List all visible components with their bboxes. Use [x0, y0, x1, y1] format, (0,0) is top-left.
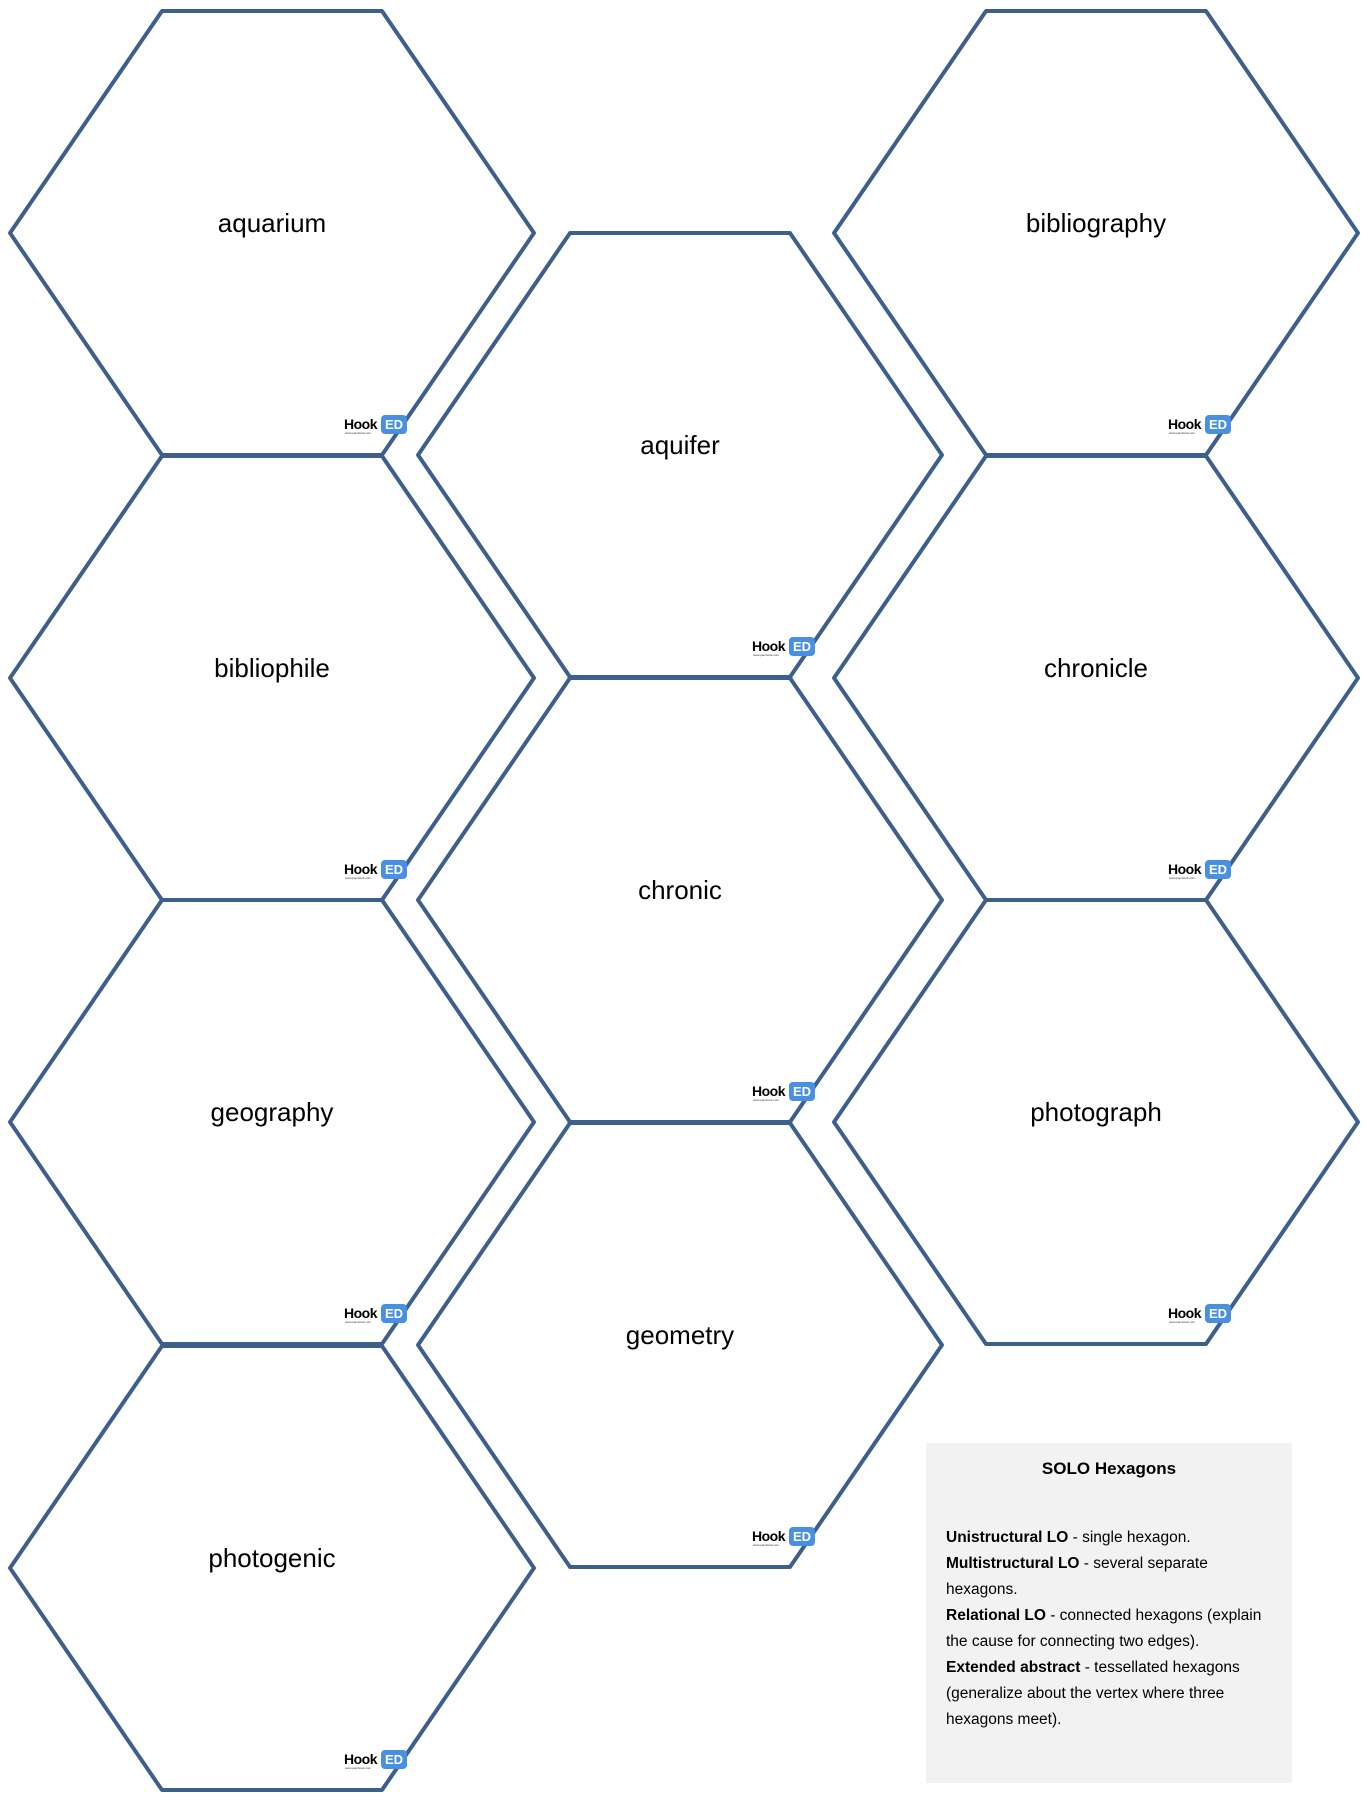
logo-url-text: www.pamhook.com — [753, 653, 780, 657]
logo-ed-text: ED — [384, 1752, 404, 1767]
solo-term: Extended abstract — [946, 1659, 1081, 1676]
logo-ed-text: ED — [792, 639, 812, 654]
hexagon-word: geography — [210, 1096, 334, 1127]
hexagon-word: aquifer — [640, 429, 720, 460]
solo-item-unistructural — [946, 1525, 1272, 1551]
logo-hook-text: Hook — [752, 638, 785, 654]
hexagon-card — [10, 1346, 534, 1790]
logo-url-text: www.pamhook.com — [753, 1098, 780, 1102]
hexagon-word: chronic — [638, 874, 722, 905]
hexagon-word: aquarium — [217, 207, 327, 238]
solo-title: SOLO Hexagons — [1041, 1459, 1177, 1478]
logo-hook-text: Hook — [1168, 416, 1201, 432]
logo-hook-text: Hook — [752, 1083, 785, 1099]
logo-hook-text: Hook — [344, 861, 377, 877]
logo-hook-text: Hook — [1168, 1305, 1201, 1321]
solo-term: Multistructural LO — [946, 1555, 1080, 1572]
hexagon-card — [834, 456, 1358, 900]
logo-hook-text: Hook — [752, 1528, 785, 1544]
logo-url-text: www.pamhook.com — [345, 1320, 372, 1324]
hexagon-word: photograph — [1030, 1096, 1162, 1127]
logo-ed-text: ED — [1208, 1306, 1228, 1321]
solo-term: Relational LO — [946, 1607, 1046, 1624]
logo-url-text: www.pamhook.com — [1169, 1320, 1196, 1324]
logo-url-text: www.pamhook.com — [345, 876, 372, 880]
logo-url-text: www.pamhook.com — [753, 1543, 780, 1547]
hexagon-word: bibliography — [1025, 207, 1167, 238]
logo-ed-text: ED — [792, 1529, 812, 1544]
solo-desc: - tessellated hexagons (generalize about the vertex where three hexagons meet). — [946, 1659, 1240, 1728]
logo-ed-text: ED — [792, 1084, 812, 1099]
hexagon-card — [10, 11, 534, 455]
hexagon-card — [834, 900, 1358, 1344]
solo-desc: - single hexagon. — [1068, 1529, 1191, 1546]
hexagon-word: chronicle — [1043, 652, 1149, 683]
solo-desc: - connected hexagons (explain the cause for connecting two edges). — [946, 1607, 1262, 1650]
logo-ed-text: ED — [384, 1306, 404, 1321]
logo-ed-text: ED — [384, 417, 404, 432]
hexagon-card — [834, 11, 1358, 455]
solo-legend-panel — [926, 1443, 1292, 1783]
hexagon-card — [418, 678, 942, 1122]
hexagon-card — [10, 900, 534, 1344]
logo-ed-text: ED — [1208, 417, 1228, 432]
solo-desc: - several separate hexagons. — [946, 1555, 1208, 1598]
hexagon-card — [418, 233, 942, 677]
logo-hook-text: Hook — [344, 1751, 377, 1767]
logo-hook-text: Hook — [344, 1305, 377, 1321]
logo-ed-text: ED — [1208, 862, 1228, 877]
logo-url-text: www.pamhook.com — [1169, 431, 1196, 435]
hexagon-word: geometry — [625, 1319, 735, 1350]
logo-url-text: www.pamhook.com — [1169, 876, 1196, 880]
solo-item-multistructural — [946, 1551, 1272, 1603]
hexagon-word: photogenic — [208, 1542, 336, 1573]
logo-hook-text: Hook — [344, 416, 377, 432]
solo-term: Unistructural LO — [946, 1529, 1069, 1546]
logo-hook-text: Hook — [1168, 861, 1201, 877]
logo-url-text: www.pamhook.com — [345, 431, 372, 435]
solo-item-extended-abstract — [946, 1655, 1272, 1733]
hexagon-card — [418, 1123, 942, 1567]
hexagon-card — [10, 456, 534, 900]
solo-item-relational — [946, 1603, 1272, 1655]
hexagon-word: bibliophile — [214, 652, 330, 683]
logo-url-text: www.pamhook.com — [345, 1766, 372, 1770]
logo-ed-text: ED — [384, 862, 404, 877]
